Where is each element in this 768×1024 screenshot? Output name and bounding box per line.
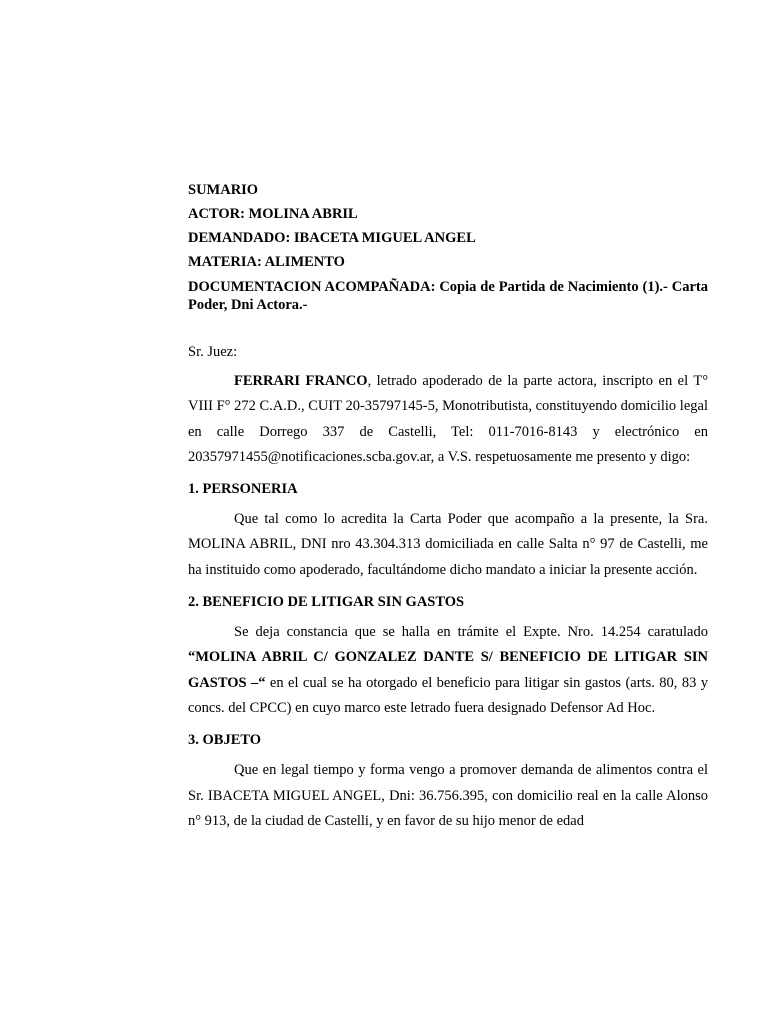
- intro-paragraph: [188, 369, 708, 470]
- beneficio-paragraph: [188, 620, 708, 721]
- document-body: [188, 178, 708, 834]
- header-actor: ACTOR: MOLINA ABRIL: [188, 206, 358, 222]
- section-title-beneficio: 2. BENEFICIO DE LITIGAR SIN GASTOS: [188, 594, 465, 611]
- header-sumario: SUMARIO: [188, 182, 259, 198]
- section-title-personeria: 1. PERSONERIA: [188, 481, 298, 498]
- personeria-paragraph: Que tal como lo acredita la Carta Poder que acompaño a la presente, la Sra. MOLINA ABRIL, DNI nro 43.304.313 domiciliada en calle Salta n° 97 de Castelli, me ha instituido como apoderado, facultándome dicho mandato a iniciar la presente acción.: [188, 511, 708, 578]
- salutation: Sr. Juez:: [188, 344, 238, 360]
- objeto-paragraph: Que en legal tiempo y forma vengo a promover demanda de alimentos contra el Sr. IBACETA MIGUEL ANGEL, Dni: 36.756.395, con domicilio real en la calle Alonso n° 913, de la ciudad de Castelli, y en favor de su hijo menor de edad: [188, 762, 708, 829]
- beneficio-caratula: “MOLINA ABRIL C/ GONZALEZ DANTE S/ BENEFICIO DE LITIGAR SIN GASTOS –“: [188, 649, 708, 691]
- attorney-name: FERRARI FRANCO: [234, 373, 368, 389]
- header-demandado: DEMANDADO: IBACETA MIGUEL ANGEL: [188, 230, 476, 246]
- header-materia: MATERIA: ALIMENTO: [188, 254, 345, 270]
- section-title-objeto: 3. OBJETO: [188, 732, 262, 749]
- header-documentacion: DOCUMENTACION ACOMPAÑADA: Copia de Partida de Nacimiento (1).- Carta Poder, Dni Actora.-: [188, 279, 708, 313]
- beneficio-text-before: Se deja constancia que se halla en trámite el Expte. Nro. 14.254 caratulado: [234, 624, 708, 641]
- intro-text: , letrado apoderado de la parte actora, inscripto en el T° VIII F° 272 C.A.D., CUIT 20-35797145-5, Monotributista, constituyendo domicilio legal en calle Dorrego 337 de Castelli, Tel: 011-7016-8143 y electrónico en 20357971455@notificaciones.scba.gov.ar, a V.S. respetuosamente me presento y digo:: [188, 373, 708, 465]
- beneficio-text-after: en el cual se ha otorgado el beneficio para litigar sin gastos (arts. 80, 83 y concs. del CPCC) en cuyo marco este letrado fuera designado Defensor Ad Hoc.: [188, 674, 708, 716]
